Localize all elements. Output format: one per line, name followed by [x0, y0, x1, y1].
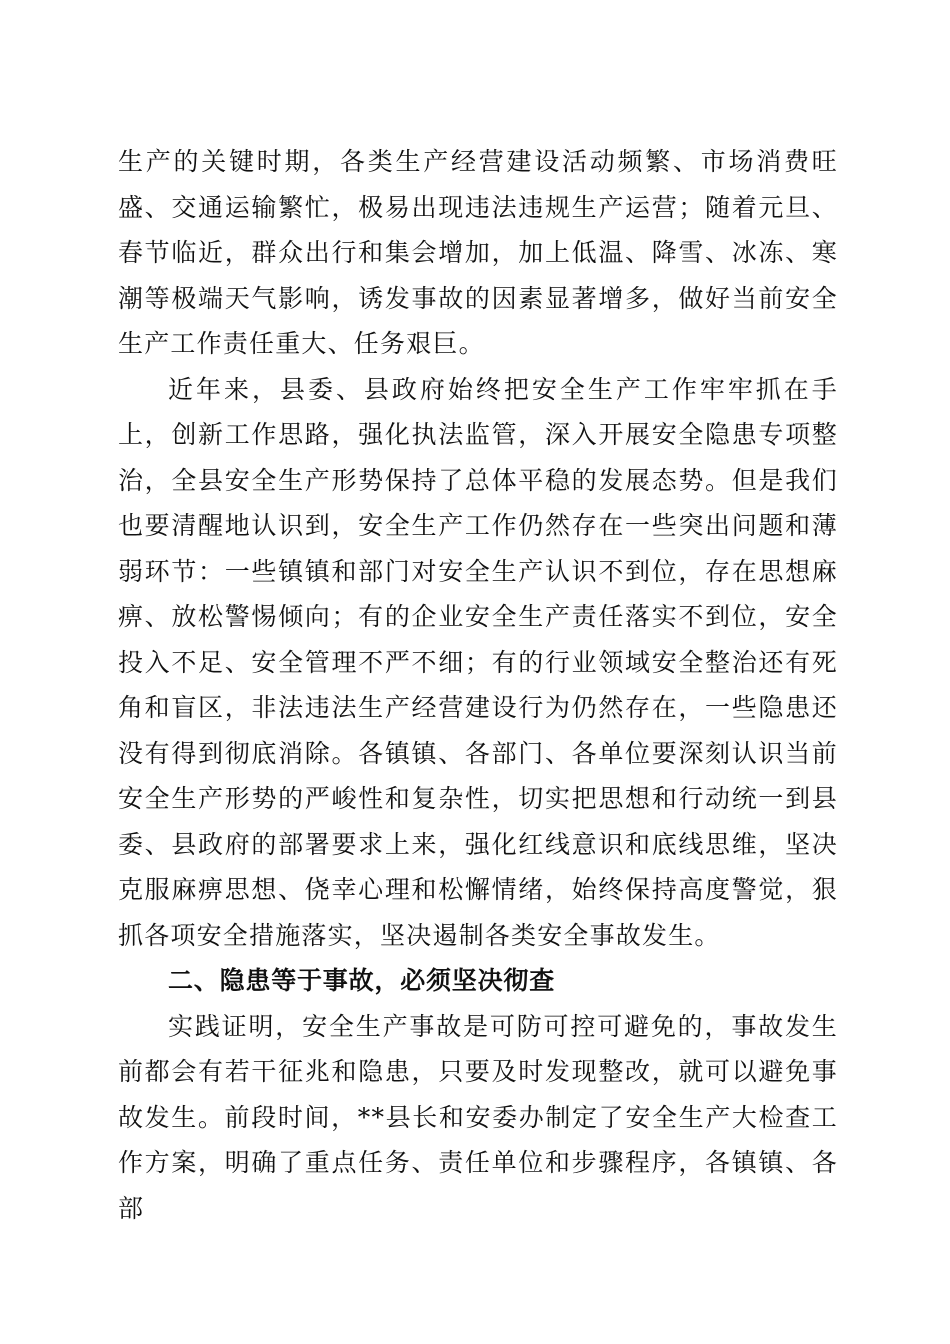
document-body — [118, 139, 838, 1231]
paragraph-3: 实践证明，安全生产事故是可防可控可避免的，事故发生前都会有若干征兆和隐患，只要及时发现整改，就可以避免事故发生。前段时间，**县长和安委办制定了安全生产大检查工作方案，明确了重点任务、责任单位和步骤程序，各镇镇、各部 — [118, 1011, 838, 1223]
paragraph-2: 近年来，县委、县政府始终把安全生产工作牢牢抓在手上，创新工作思路，强化执法监管，深入开展安全隐患专项整治，全县安全生产形势保持了总体平稳的发展态势。但是我们也要清醒地认识到，安全生产工作仍然存在一些突出问题和薄弱环节：一些镇镇和部门对安全生产认识不到位，存在思想麻痹、放松警惕倾向；有的企业安全生产责任落实不到位，安全投入不足、安全管理不严不细；有的行业领域安全整治还有死角和盲区，非法违法生产经营建设行为仍然存在，一些隐患还没有得到彻底消除。各镇镇、各部门、各单位要深刻认识当前安全生产形势的严峻性和复杂性，切实把思想和行动统一到县委、县政府的部署要求上来，强化红线意识和底线思维，坚决克服麻痹思想、侥幸心理和松懈情绪，始终保持高度警觉，狠抓各项安全措施落实，坚决遏制各类安全事故发生。 — [118, 374, 838, 950]
paragraph-1: 生产的关键时期，各类生产经营建设活动频繁、市场消费旺盛、交通运输繁忙，极易出现违法违规生产运营；随着元旦、春节临近，群众出行和集会增加，加上低温、降雪、冰冻、寒潮等极端天气影响，诱发事故的因素显著增多，做好当前安全生产工作责任重大、任务艰巨。 — [118, 147, 838, 358]
section-heading: 二、隐患等于事故，必须坚决彻查 — [168, 966, 556, 995]
